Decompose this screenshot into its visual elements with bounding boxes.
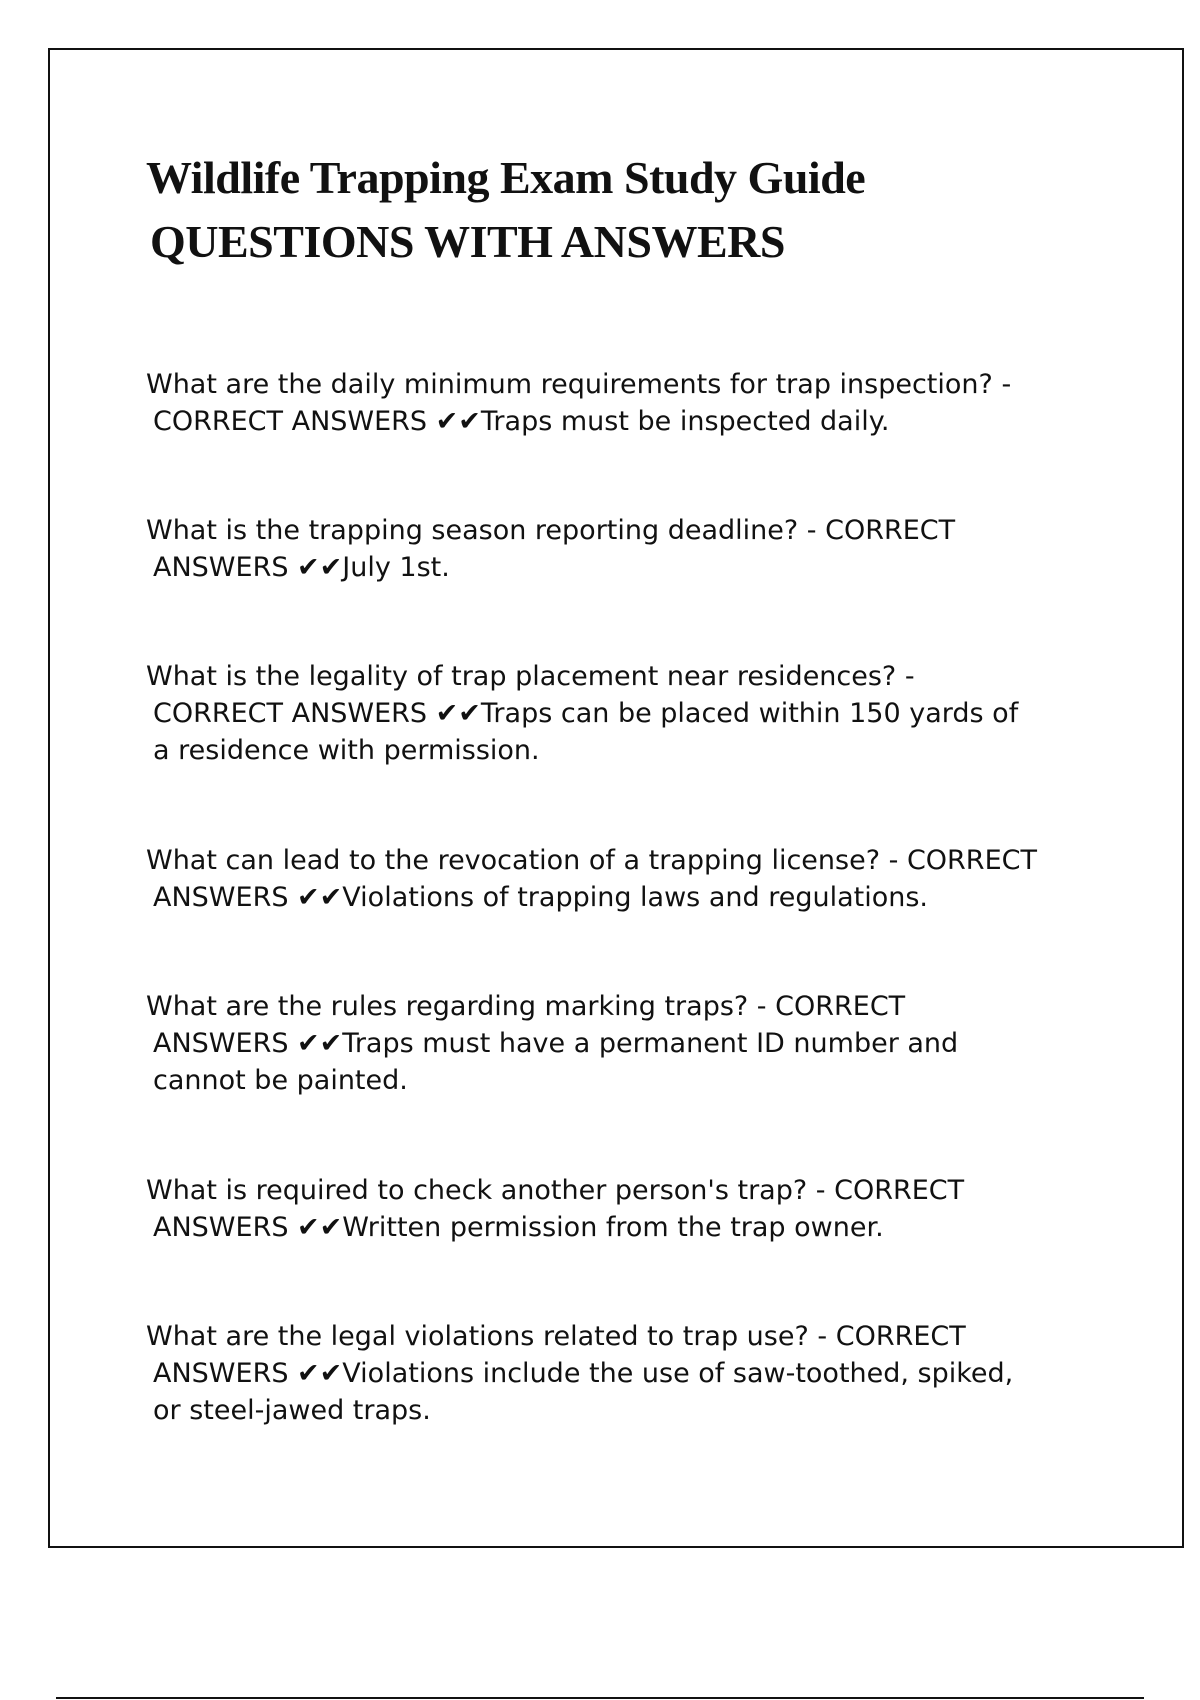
qa-line: or steel-jawed traps. bbox=[153, 1395, 431, 1426]
qa-line: ANSWERS ✔✔Traps must have a permanent ID number and bbox=[153, 1028, 959, 1059]
qa-line: cannot be painted. bbox=[153, 1065, 408, 1096]
qa-line: ANSWERS ✔✔Violations of trapping laws and regulations. bbox=[153, 882, 928, 913]
qa-line: ANSWERS ✔✔July 1st. bbox=[153, 552, 450, 583]
qa-line: What are the daily minimum requirements for trap inspection? - bbox=[146, 369, 1012, 400]
qa-line: CORRECT ANSWERS ✔✔Traps can be placed within 150 yards of bbox=[153, 698, 1019, 729]
qa-line: What can lead to the revocation of a trapping license? - CORRECT bbox=[146, 845, 1037, 876]
qa-item-6 bbox=[146, 1172, 1106, 1246]
qa-line: ANSWERS ✔✔Violations include the use of saw-toothed, spiked, bbox=[153, 1358, 1014, 1389]
qa-line: What is the legality of trap placement near residences? - bbox=[146, 661, 915, 692]
qa-line: ANSWERS ✔✔Written permission from the trap owner. bbox=[153, 1212, 884, 1243]
qa-line: What is the trapping season reporting deadline? - CORRECT bbox=[146, 515, 956, 546]
bottom-divider bbox=[56, 1697, 1144, 1699]
qa-line: What is required to check another person's trap? - CORRECT bbox=[146, 1175, 965, 1206]
qa-line: What are the rules regarding marking traps? - CORRECT bbox=[146, 991, 906, 1022]
page-title bbox=[146, 146, 865, 274]
title-line-2: QUESTIONS WITH ANSWERS bbox=[150, 216, 785, 267]
qa-item-7 bbox=[146, 1318, 1106, 1429]
qa-item-4 bbox=[146, 842, 1106, 916]
qa-line: CORRECT ANSWERS ✔✔Traps must be inspected daily. bbox=[153, 406, 890, 437]
qa-item-5 bbox=[146, 988, 1106, 1099]
qa-line: a residence with permission. bbox=[153, 735, 540, 766]
qa-item-3 bbox=[146, 658, 1106, 769]
qa-item-2 bbox=[146, 512, 1106, 586]
title-line-1: Wildlife Trapping Exam Study Guide bbox=[146, 152, 866, 203]
qa-item-1 bbox=[146, 366, 1106, 440]
qa-line: What are the legal violations related to trap use? - CORRECT bbox=[146, 1321, 966, 1352]
